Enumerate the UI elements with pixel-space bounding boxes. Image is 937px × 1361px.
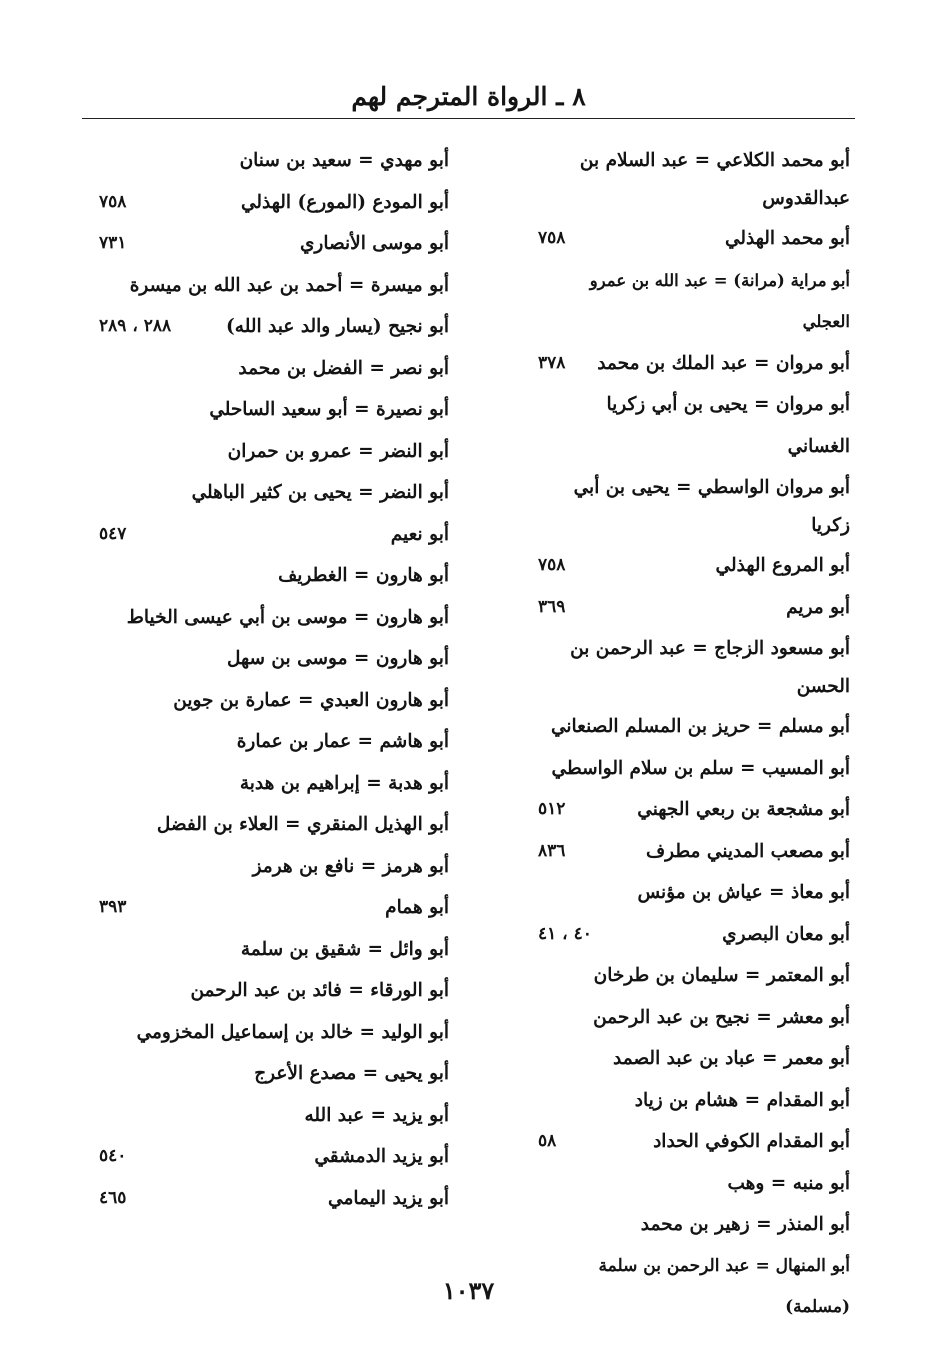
narrator-name: أبو مسلم = حريز بن المسلم الصنعاني	[550, 716, 850, 737]
index-entry	[99, 431, 449, 473]
narrator-name: أبو النضر = يحيى بن كثير الباهلي	[191, 482, 449, 503]
page-refs: ٤٦٥	[99, 1187, 127, 1208]
index-entry	[538, 1121, 850, 1163]
narrator-name: أبو مروان = يحيى بن أبي زكريا الغساني	[606, 394, 850, 457]
narrator-name: أبو مهدي = سعيد بن سنان	[239, 150, 449, 171]
index-entry	[538, 997, 850, 1039]
narrator-name: أبو هرمز = نافع بن هرمز	[252, 855, 449, 877]
narrator-name: أبو الوليد = خالد بن إسماعيل المخزومي	[136, 1021, 449, 1043]
index-entry	[99, 638, 449, 680]
narrator-name: أبو الهذيل المنقري = العلاء بن الفضل	[156, 814, 449, 835]
index-entry	[99, 846, 449, 888]
index-entry	[99, 182, 449, 224]
index-entry	[538, 384, 850, 467]
index-entry	[99, 597, 449, 639]
narrator-name: أبو المنهال = عبد الرحمن بن سلمة (مسلمة)	[598, 1255, 850, 1317]
narrator-name: أبو النضر = عمرو بن حمران	[227, 440, 449, 462]
narrator-name: أبو هارون = الغطريف	[278, 565, 449, 586]
index-entry	[99, 1178, 449, 1220]
index-entry	[99, 1095, 449, 1137]
narrator-name: أبو نجيح (يسار والد عبد الله)	[226, 316, 449, 337]
page-refs: ٧٥٨	[99, 191, 127, 212]
index-entry	[99, 140, 449, 182]
page-refs: ٢٨٨ ، ٢٨٩	[99, 316, 172, 336]
narrator-name: أبو معمر = عباد بن عبد الصمد	[612, 1048, 850, 1069]
page-refs: ٥٨	[538, 1131, 557, 1151]
narrator-name: أبو محمد الكلاعي = عبد السلام بن عبدالقدوس	[579, 150, 850, 209]
page-refs: ٨٣٦	[538, 840, 566, 861]
page-refs: ٧٣١	[99, 233, 127, 253]
narrator-name: أبو مسعود الزجاج = عبد الرحمن بن الحسن	[570, 638, 850, 697]
narrator-name: أبو هارون العبدي = عمارة بن جوين	[173, 689, 449, 711]
index-entry	[99, 472, 449, 514]
index-entry	[99, 348, 449, 390]
index-entry	[99, 1012, 449, 1054]
index-entry	[99, 389, 449, 431]
index-entry	[538, 872, 850, 914]
index-entry	[99, 265, 449, 307]
narrator-name: أبو معاذ = عياش بن مؤنس	[637, 882, 850, 903]
narrator-name: أبو يزيد الدمشقي	[314, 1146, 449, 1167]
index-entry	[99, 223, 449, 265]
index-entry	[99, 929, 449, 971]
index-column-left	[99, 140, 449, 1219]
narrator-name: أبو المنذر = زهير بن محمد	[640, 1214, 850, 1235]
narrator-name: أبو المعتمر = سليمان بن طرخان	[593, 965, 850, 986]
narrator-name: أبو هدبة = إبراهيم بن هدبة	[239, 772, 449, 794]
index-entry	[99, 970, 449, 1012]
index-entry	[538, 706, 850, 748]
page-refs: ٥٤٧	[99, 523, 127, 544]
narrator-name: أبو المروع الهذلي	[715, 555, 850, 576]
narrator-name: أبو مراية (مرانة) = عبد الله بن عمرو العجلي	[589, 270, 850, 331]
section-title: ٨ ـ الرواة المترجم لهم	[351, 82, 586, 111]
page-number: ١٠٣٧	[442, 1276, 495, 1305]
index-entry	[538, 831, 850, 873]
index-entry	[538, 1080, 850, 1122]
page-refs: ٣٦٩	[538, 596, 566, 617]
narrator-name: أبو يزيد = عبد الله	[304, 1104, 449, 1126]
page-refs: ٧٥٨	[538, 228, 566, 248]
narrator-name: أبو موسى الأنصاري	[299, 233, 449, 254]
index-entry	[538, 260, 850, 343]
index-entry	[538, 914, 850, 956]
index-entry	[99, 721, 449, 763]
index-entry	[99, 555, 449, 597]
page-refs: ٣٩٣	[99, 897, 127, 917]
narrator-name: أبو مروان الواسطي = يحيى بن أبي زكريا	[573, 477, 850, 536]
narrator-name: أبو يزيد اليمامي	[328, 1187, 449, 1209]
index-entry	[538, 789, 850, 831]
narrator-name: أبو معان البصري	[722, 923, 850, 945]
page-refs: ٥٤٠	[99, 1146, 127, 1166]
narrator-name: أبو المقدام الكوفي الحداد	[653, 1131, 850, 1152]
narrator-name: أبو نعيم	[390, 523, 449, 545]
index-entry	[538, 748, 850, 790]
narrator-name: أبو هاشم = عمار بن عمارة	[236, 731, 449, 752]
narrator-name: أبو مشجعة بن ربعي الجهني	[637, 799, 850, 820]
narrator-name: أبو محمد الهذلي	[724, 228, 850, 249]
index-entry	[99, 804, 449, 846]
narrator-name: أبو يحيى = مصدع الأعرج	[254, 1063, 449, 1084]
narrator-name: أبو هارون = موسى بن سهل	[226, 648, 449, 669]
narrator-name: أبو المسيب = سلم بن سلام الواسطي	[551, 757, 850, 779]
index-entry	[538, 587, 850, 629]
index-entry	[538, 467, 850, 545]
narrator-name: أبو نصر = الفضل بن محمد	[238, 357, 449, 379]
page-refs: ٤٠ ، ٤١	[538, 923, 592, 944]
narrator-name: أبو مصعب المديني مطرف	[645, 840, 850, 862]
narrator-name: أبو المودع (المورع) الهذلي	[240, 191, 449, 213]
narrator-name: أبو همام	[385, 897, 449, 918]
index-entry	[99, 306, 449, 348]
narrator-name: أبو وائل = شقيق بن سلمة	[240, 938, 449, 960]
page-header	[82, 78, 855, 119]
narrator-name: أبو نصيرة = أبو سعيد الساحلي	[209, 399, 449, 420]
page-refs: ٥١٢	[538, 799, 566, 819]
page-refs: ٣٧٨	[538, 352, 566, 373]
narrator-name: أبو ميسرة = أحمد بن عبد الله بن ميسرة	[129, 274, 449, 296]
narrator-name: أبو الورقاء = فائد بن عبد الرحمن	[190, 980, 449, 1001]
index-column-right	[538, 140, 850, 1329]
index-entry	[99, 1053, 449, 1095]
index-entry	[99, 680, 449, 722]
index-entry	[538, 1204, 850, 1246]
narrator-name: أبو هارون = موسى بن أبي عيسى الخياط	[126, 606, 449, 628]
index-entry	[99, 514, 449, 556]
index-entry	[99, 1136, 449, 1178]
narrator-name: أبو منبه = وهب	[727, 1172, 850, 1194]
index-entry	[538, 1163, 850, 1205]
index-entry	[538, 218, 850, 260]
narrator-name: أبو المقدام = هشام بن زياد	[634, 1089, 850, 1111]
index-entry	[538, 343, 850, 385]
index-entry	[538, 545, 850, 587]
index-entry	[99, 887, 449, 929]
index-entry	[538, 955, 850, 997]
narrator-name: أبو مريم	[786, 596, 850, 618]
narrator-name: أبو مروان = عبد الملك بن محمد	[597, 352, 850, 374]
narrator-name: أبو معشر = نجيح بن عبد الرحمن	[593, 1006, 850, 1028]
page-refs: ٧٥٨	[538, 555, 566, 575]
index-entry	[538, 628, 850, 706]
index-entry	[538, 1038, 850, 1080]
index-entry	[538, 140, 850, 218]
index-entry	[99, 763, 449, 805]
